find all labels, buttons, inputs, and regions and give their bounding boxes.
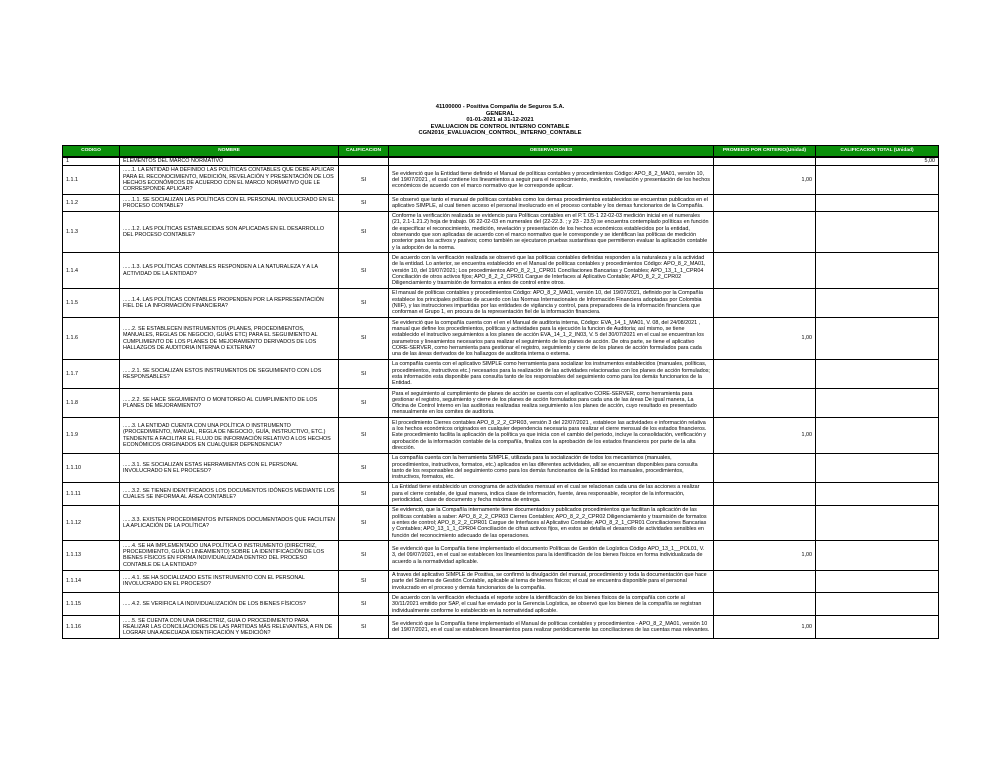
cell-observaciones: Se evidenció que la Compañía tiene implementado el documento Políticas de Gestión de Logística Código APO_13_1__POL01, V. 3, del 09/07/2021, en el cual se establecen los lineamientos para la identificación de los bienes físicos en forma individualizada de acuerdo a la normatividad aplicable. bbox=[389, 541, 714, 570]
cell-nombre: ......4.1. SE HA SOCIALIZADO ESTE INSTRUMENTO CON EL PERSONAL INVOLUCRADO EN EL PROCESO? bbox=[120, 570, 339, 593]
table-row bbox=[63, 318, 939, 360]
cell-promedio-criterio: 1,00 bbox=[714, 318, 816, 360]
cell-codigo: 1.1.4 bbox=[63, 253, 120, 288]
cell-nombre: ......2. SE ESTABLECEN INSTRUMENTOS (PLANES, PROCEDIMIENTOS, MANUALES, REGLAS DE NEGOCIO, GUÍAS ETC) PARA EL SEGUIMIENTO AL CUMPLIMIENTO DE LOS PLANES DE MEJORAMIENTO DERIVADOS DE LOS HALLAZGOS DE AUDITORIA INTERNA O EXTERNA? bbox=[120, 318, 339, 360]
cell-observaciones bbox=[389, 157, 714, 166]
table-row bbox=[63, 288, 939, 317]
cell-calificacion-total: 5,00 bbox=[816, 157, 939, 166]
table-row bbox=[63, 418, 939, 453]
cell-observaciones: La compañía cuenta con el aplicativo SIMPLE como herramienta para socializar los instrumentos establecidos (manuales, políticas, procedimientos, instructivos etc.) necesarios para la realización de las actividades relacionadas con los planes de acción formulados; esta información esta disponible para consulta tanto de los responsables del seguimiento como para los demás funcionarios de la Entidad. bbox=[389, 359, 714, 388]
cell-nombre: ......4.2. SE VERIFICA LA INDIVIDUALIZACIÓN DE LOS BIENES FÍSICOS? bbox=[120, 593, 339, 616]
cell-calificacion-total bbox=[816, 541, 939, 570]
cell-codigo: 1.1.8 bbox=[63, 389, 120, 418]
cell-nombre: ......1.2. LAS POLÍTICAS ESTABLECIDAS SON APLICADAS EN EL DESARROLLO DEL PROCESO CONTABLE? bbox=[120, 211, 339, 253]
cell-promedio-criterio bbox=[714, 482, 816, 505]
cell-calificacion-total bbox=[816, 505, 939, 540]
cell-codigo: 1 bbox=[63, 157, 120, 166]
cell-calificacion: SI bbox=[339, 288, 389, 317]
cell-nombre: ......1.4. LAS POLÍTICAS CONTABLES PROPENDEN POR LA REPRESENTACIÓN FIEL DE LA INFORMACIÓN FINANCIERA? bbox=[120, 288, 339, 317]
cell-calificacion: SI bbox=[339, 318, 389, 360]
cell-nombre: ......5. SE CUENTA CON UNA DIRECTRIZ, GUIA O PROCEDIMIENTO PARA REALIZAR LAS CONCILIACIONES DE LAS PARTIDAS MÁS RELEVANTES, A FIN DE LOGRAR UNA ADECUADA IDENTIFICACIÓN Y MEDICIÓN? bbox=[120, 616, 339, 639]
cell-nombre: ......3.2. SE TIENEN IDENTIFICADOS LOS DOCUMENTOS IDÓNEOS MEDIANTE LOS CUALES SE INFORMA AL ÁREA CONTABLE? bbox=[120, 482, 339, 505]
cell-promedio-criterio: 1,00 bbox=[714, 418, 816, 453]
cell-observaciones: Se evidenció que la compañía cuenta con el en el Manual de auditoria interna, Código: EVA_14_1_MA01, V. 08, del 24/08/2021 , manual que define los procedimientos, políticas y actividades para la ejecución la funcion de Auditoria; así mismo, se tiene establecido el instructivo seguimientos a los planes de acción EVA_14_1_2_IN03, V. 5 del 30/07/2021 en el cual se encuentran los parametros y lineamientos necesarios para realizar el seguimiento de los planes de acción. De otra parte, se tiene el aplicativo CORE-SERVER, como herramienta para gestionar el registro, seguimiento y cierre de los planes de acción formulados para cada una de las áreas derivados de los hallazgos de auditoria interna o externa. bbox=[389, 318, 714, 360]
cell-promedio-criterio bbox=[714, 288, 816, 317]
cell-promedio-criterio bbox=[714, 389, 816, 418]
table-row bbox=[63, 505, 939, 540]
cell-observaciones: Para el seguimiento al cumplimiento de planes de acción se cuenta con el aplicativo CORE-SERVER, como herramienta para gestionar el registro, seguimiento y cierre de los planes de acción formulados para cada una de las áreas De igual manera, La Oficina de Control Interno en las auditorias realizadas realiza seguimiento a los planes de acción, cuyo resultado es presentado mensualmente en los comites de auditoria. bbox=[389, 389, 714, 418]
report-name: EVALUACION DE CONTROL INTERNO CONTABLE bbox=[430, 123, 570, 130]
cell-observaciones: De acuerdo con la verificación realizada se observó que las políticas contables definidas responden a la naturaleza y a la actividad de la entidad. Lo anterior, se encuentra establecido en el Manual de políticas contables y procedimientos Código: APO_8_2_MA01, versión 10, del 19/07/2021; Los procedimientos APO_8_2_1_CPR01 Conciliaciones Bancarias y Contables; APO_13_1_1_CPR04 Conciliación de otros activos fijos; APO_8_2_2_CPR01 Cargue de Interfaces al Aplicativo Contable; APO_8_2_2_CPR02 Diligenciamiento y trasmisión de formatos a entes de control entre otros. bbox=[389, 253, 714, 288]
column-header-observaciones: OBSERVACIONES bbox=[389, 146, 714, 157]
cell-nombre: ......2.1. SE SOCIALIZAN ESTOS INSTRUMENTOS DE SEGUIMIENTO CON LOS RESPONSABLES? bbox=[120, 359, 339, 388]
cell-calificacion-total bbox=[816, 453, 939, 482]
cell-calificacion: SI bbox=[339, 570, 389, 593]
cell-calificacion-total bbox=[816, 211, 939, 253]
cell-calificacion-total bbox=[816, 482, 939, 505]
cell-observaciones: Se evidenció que la Compañía tiene implementado el Manual de políticas contables y procedimientos - APO_8_2_MA01, versión 10 del 19/07/2021, en el cual se establecen lineamientos para realizar periódicamente las conciliaciones de las cuentas mas relevantes. bbox=[389, 616, 714, 639]
cell-codigo: 1.1.5 bbox=[63, 288, 120, 317]
table-row bbox=[63, 165, 939, 194]
table-row bbox=[63, 453, 939, 482]
cell-codigo: 1.1.10 bbox=[63, 453, 120, 482]
cell-codigo: 1.1.15 bbox=[63, 593, 120, 616]
cell-calificacion-total bbox=[816, 616, 939, 639]
cell-calificacion: SI bbox=[339, 211, 389, 253]
table-header-row bbox=[63, 146, 939, 157]
cell-calificacion: SI bbox=[339, 453, 389, 482]
cell-calificacion bbox=[339, 157, 389, 166]
column-header-codigo: CODIGO bbox=[63, 146, 120, 157]
cell-observaciones: Se evidenció, que la Compañía internamente tiene documentados y publicados procedimientos que facilitan la aplicación de las políticas contables a saber: APO_8_2_2_CPR03 Cierres Contables; APO_8_2_2_CPR02 Diligenciamiento y trasmisión de formatos a entes de control; APO_8_2_2_CPR01 Cargue de Interfaces al Aplicativo Contable; APO_8_2_1_CPR01 Conciliaciones Bancarias y Contables; APO_13_1_1_CPR04 Conciliación de cifras activos fijos, en estos se detalla el desarrollo de actividades sensibles en función del reconocimiento adecuado de las operaciones. bbox=[389, 505, 714, 540]
table-row bbox=[63, 570, 939, 593]
cell-nombre: ELEMENTOS DEL MARCO NORMATIVO bbox=[120, 157, 339, 166]
report-title-block bbox=[62, 104, 938, 137]
cell-nombre: ......3.1. SE SOCIALIZAN ESTAS HERRAMIENTAS CON EL PERSONAL INVOLUCRADO EN EL PROCESO? bbox=[120, 453, 339, 482]
report-form-code: CGN2016_EVALUACION_CONTROL_INTERNO_CONTABLE bbox=[418, 130, 582, 137]
cell-observaciones: La Entidad tiene establecido un cronograma de actividades mensual en el cual se relacionan cada una de las acciones a realizar para el cierre contable, de igual manera, indica clase de información, fuente, área responsable, receptor de la información, periodicidad, clase de documento y fecha máxima de entrega. bbox=[389, 482, 714, 505]
report-period: 01-01-2021 al 31-12-2021 bbox=[466, 117, 534, 124]
table-row bbox=[63, 211, 939, 253]
cell-calificacion-total bbox=[816, 253, 939, 288]
cell-observaciones: La compañía cuenta con la herramienta SIMPLE, utilizada para la socialización de todos los mecanismos (manuales, procedimientos, instructivos, formatos, etc.) aplicados en las diferentes actividades, allí se encuentran disponibles para consulta tanto de los responsables del seguimiento como para los demás funcionarios de la Entidad los manuales, procedimientos, instructivos, formatos, etc. bbox=[389, 453, 714, 482]
cell-observaciones: Conforme la verificación realizada se evidencio para Políticas contables en el P.T. 05-1 22-02-03 medición inicial en el numerales (21, 2.1-1.21.2) hoja de trabajo. 06 22-02-03 en numerales del (22-22.3. ; y 23 - 23.5) se encuentra contemplado políticas en función de especificar el reconocimiento, medición, revelación y presentación de los hechos económicos establecidos por la entidad, observando que son aplicadas de acuerdo con el marco normativo que le corresponde y se identifican las políticas de medición posterior para los activos y pasivos; como también se ejecutaron pruebas sustantivas que permitieron evaluar la aplicación contable y la adopción de la norma. bbox=[389, 211, 714, 253]
cell-calificacion: SI bbox=[339, 253, 389, 288]
table-row bbox=[63, 195, 939, 212]
cell-codigo: 1.1.3 bbox=[63, 211, 120, 253]
cell-calificacion-total bbox=[816, 389, 939, 418]
cell-codigo: 1.1.6 bbox=[63, 318, 120, 360]
cell-promedio-criterio: 1,00 bbox=[714, 165, 816, 194]
cell-calificacion: SI bbox=[339, 616, 389, 639]
cell-codigo: 1.1.14 bbox=[63, 570, 120, 593]
cell-observaciones: De acuerdo con la verificación efectuada el reporte sobre la identificación de los bienes físicos de la compañía con corte al 30/11/2021 emitido por SAP, el cual fue enviado por la Gerencia Logística, se observó que los bienes de la compañía se registran individualmente conforme lo establecido en la normatividad aplicable. bbox=[389, 593, 714, 616]
column-header-promedio: PROMEDIO POR CRITERIO(Unidad) bbox=[714, 146, 816, 157]
cell-codigo: 1.1.9 bbox=[63, 418, 120, 453]
cell-codigo: 1.1.13 bbox=[63, 541, 120, 570]
cell-promedio-criterio bbox=[714, 593, 816, 616]
cell-calificacion-total bbox=[816, 593, 939, 616]
column-header-calificacion: CALIFICACION bbox=[339, 146, 389, 157]
cell-calificacion: SI bbox=[339, 359, 389, 388]
table-row bbox=[63, 359, 939, 388]
cell-calificacion-total bbox=[816, 570, 939, 593]
cell-promedio-criterio bbox=[714, 157, 816, 166]
cell-nombre: ......2.2. SE HACE SEGUIMIENTO O MONITOREO AL CUMPLIMIENTO DE LOS PLANES DE MEJORAMIENTO? bbox=[120, 389, 339, 418]
cell-observaciones: El manual de políticas contables y procedimientos Código: APO_8_2_MA01, versión 10, del 19/07/2021, definido por la Compañía establece los principales políticas de acuerdo con las Normas Internacionales de Información Financiera adoptadas por Colombia (NIIF), y las instrucciones impartidas por las entidades de vigilancia y control, para preparadores de la información financiera que conforman el Grupo 1, en procura de la representación fiel de la información financiera. bbox=[389, 288, 714, 317]
cell-promedio-criterio: 1,00 bbox=[714, 541, 816, 570]
cell-calificacion: SI bbox=[339, 541, 389, 570]
cell-calificacion: SI bbox=[339, 505, 389, 540]
report-entity-title: 41100000 - Positiva Compañia de Seguros S.A. bbox=[435, 104, 565, 110]
cell-nombre: ......3.3. EXISTEN PROCEDIMIENTOS INTERNOS DOCUMENTADOS QUE FACILITEN LA APLICACIÓN DE LA POLÍTICA? bbox=[120, 505, 339, 540]
cell-codigo: 1.1.1 bbox=[63, 165, 120, 194]
cell-promedio-criterio bbox=[714, 211, 816, 253]
table-row bbox=[63, 157, 939, 166]
cell-nombre: ......4. SE HA IMPLEMENTADO UNA POLÍTICA O INSTRUMENTO (DIRECTRIZ, PROCEDIMIENTO, GUÍA O LINEAMIENTO) SOBRE LA IDENTIFICACIÓN DE LOS BIENES FÍSICOS EN FORMA INDIVIDUALIZADA DENTRO DEL PROCESO CONTABLE DE LA ENTIDAD? bbox=[120, 541, 339, 570]
cell-calificacion: SI bbox=[339, 593, 389, 616]
cell-promedio-criterio bbox=[714, 195, 816, 212]
cell-calificacion-total bbox=[816, 288, 939, 317]
evaluation-table bbox=[62, 145, 939, 639]
cell-nombre: ......3. LA ENTIDAD CUENTA CON UNA POLÍTICA O INSTRUMENTO (PROCEDIMIENTO, MANUAL, REGLA DE NEGOCIO, GUÍA, INSTRUCTIVO, ETC.) TENDIENTE A FACILITAR EL FLUJO DE INFORMACIÓN RELATIVO A LOS HECHOS ECONÓMICOS ORIGINADOS EN CUALQUIER DEPENDENCIA? bbox=[120, 418, 339, 453]
column-header-calificacion-total: CALIFICACION TOTAL (Unidad) bbox=[816, 146, 939, 157]
table-row bbox=[63, 482, 939, 505]
cell-observaciones: El procedimiento Cierres contables APO_8_2_2_CPR03, versión 3 del 22/07/2021 , establece las actividades e información relativa a los hechos económicos originados en cualquier dependencia necesaria para realizar el cierre mensual de los estados financieros. Este procedimiento facilita la aplicación de la política ya que inicia con el cambio del periodo, incluye la consolidación, verificación y aprobación de la información contable de la compañía, finaliza con la aprobación de los estados financieros por parte de la alta dirección. bbox=[389, 418, 714, 453]
cell-nombre: ......1.1. SE SOCIALIZAN LAS POLÍTICAS CON EL PERSONAL INVOLUCRADO EN EL PROCESO CONTABLE? bbox=[120, 195, 339, 212]
cell-calificacion-total bbox=[816, 165, 939, 194]
cell-calificacion: SI bbox=[339, 482, 389, 505]
table-row bbox=[63, 253, 939, 288]
cell-promedio-criterio bbox=[714, 253, 816, 288]
cell-observaciones: Se observó que tanto el manual de políticas contables como los demas procedimientos establecidos se encuentran publicados en el aplicativo SIMPLE, al cual tienen acceso el personal involucrado en el proceso contable y los demas funcionarios de la Compañía. bbox=[389, 195, 714, 212]
cell-calificacion-total bbox=[816, 359, 939, 388]
table-row bbox=[63, 616, 939, 639]
cell-observaciones: Se evidenció que la Entidad tiene definido el Manual de políticas contables y procedimientos Código: APO_8_2_MA01, versión 10, del 19/07/2021 , el cual contiene los lineamientos a seguir para el reconocimiento, medición, revelación y presentación de los hechos económicos de acuerdo con el marco normativo que le corresponde aplicar. bbox=[389, 165, 714, 194]
cell-codigo: 1.1.2 bbox=[63, 195, 120, 212]
cell-codigo: 1.1.11 bbox=[63, 482, 120, 505]
cell-nombre: ......1. LA ENTIDAD HA DEFINIDO LAS POLÍTICAS CONTABLES QUE DEBE APLICAR PARA EL RECONOCIMIENTO, MEDICIÓN, REVELACIÓN Y PRESENTACIÓN DE LOS HECHOS ECONÓMICOS DE ACUERDO CON EL MARCO NORMATIVO QUE LE CORRESPONDE APLICAR? bbox=[120, 165, 339, 194]
cell-promedio-criterio bbox=[714, 505, 816, 540]
cell-calificacion: SI bbox=[339, 389, 389, 418]
cell-calificacion: SI bbox=[339, 165, 389, 194]
cell-codigo: 1.1.12 bbox=[63, 505, 120, 540]
cell-calificacion-total bbox=[816, 318, 939, 360]
column-header-nombre: NOMBRE bbox=[120, 146, 339, 157]
table-row bbox=[63, 389, 939, 418]
cell-observaciones: A traves del aplicativo SIMPLE de Positiva, se confirmó la divulgación del manual, procedimiento y toda la documentación que hace parte del Sistema de Gestión Contable, aplicable al tema de bienes físicos; el cual se encuentra disponible para el personal involucrado en el proceso y demás funcionarios de la compañía. bbox=[389, 570, 714, 593]
cell-promedio-criterio bbox=[714, 570, 816, 593]
cell-promedio-criterio: 1,00 bbox=[714, 616, 816, 639]
cell-calificacion-total bbox=[816, 418, 939, 453]
cell-promedio-criterio bbox=[714, 453, 816, 482]
cell-codigo: 1.1.7 bbox=[63, 359, 120, 388]
cell-codigo: 1.1.16 bbox=[63, 616, 120, 639]
cell-promedio-criterio bbox=[714, 359, 816, 388]
cell-calificacion-total bbox=[816, 195, 939, 212]
table-row bbox=[63, 593, 939, 616]
cell-calificacion: SI bbox=[339, 418, 389, 453]
cell-calificacion: SI bbox=[339, 195, 389, 212]
table-row bbox=[63, 541, 939, 570]
cell-nombre: ......1.3. LAS POLÍTICAS CONTABLES RESPONDEN A LA NATURALEZA Y A LA ACTIVIDAD DE LA ENTIDAD? bbox=[120, 253, 339, 288]
report-scope-title: GENERAL bbox=[485, 110, 515, 117]
